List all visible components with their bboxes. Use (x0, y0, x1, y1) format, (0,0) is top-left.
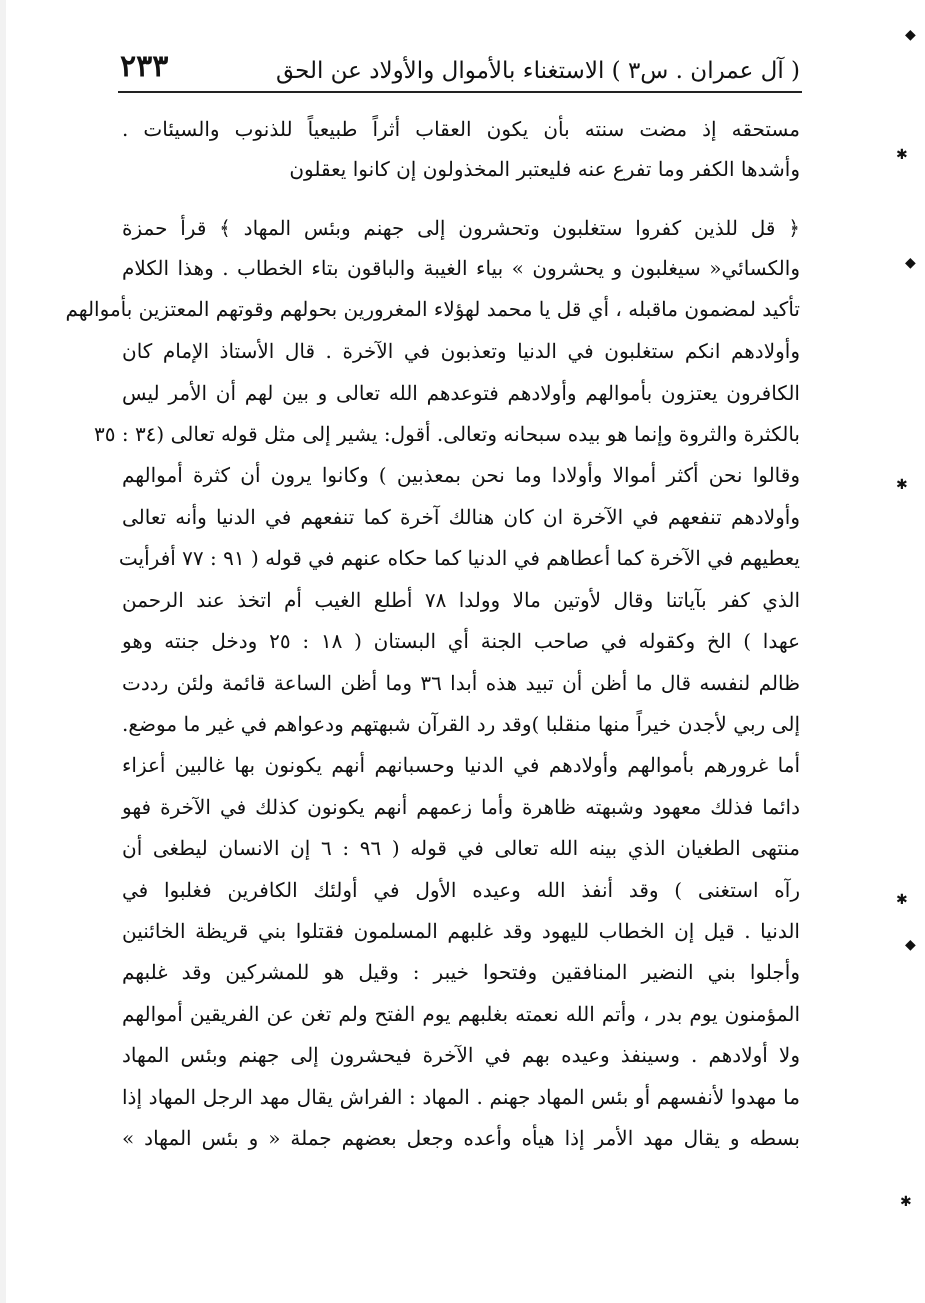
text-line: وأولادهم تنفعهم في الآخرة ان كان هنالك آخرة كما تنفعهم في الدنيا وأنه تعالى (122, 505, 800, 529)
text-line: ظالم لنفسه قال ما أظن أن تبيد هذه أبدا ٣٦ وما أظن الساعة قائمة ولئن رددت (122, 671, 800, 695)
scan-edge (0, 0, 6, 1303)
text-line: دائما فذلك معهود وشبهته ظاهرة وأما زعمهم أنهم يكونون كذلك في الآخرة فهو (122, 795, 800, 819)
text-line: وأولادهم انكم ستغلبون في الدنيا وتعذبون في الآخرة . قال الأستاذ الإمام كان (122, 339, 800, 363)
margin-mark-icon: ✱ (896, 892, 908, 908)
text-line: بسطه و يقال مهد الأمر إذا هيأه وأعده وجعل بعضهم جملة « و بئس المهاد » (122, 1126, 801, 1150)
text-line: مستحقه إذ مضت سنته بأن يكون العقاب أثراً طبيعياً للذنوب والسيئات . (122, 117, 800, 141)
running-header-title: ( آل عمران . س٣ ) الاستغناء بالأموال والأولاد عن الحق (275, 58, 800, 84)
text-line: الدنيا . قيل إن الخطاب لليهود وقد غلبهم المسلمون فقتلوا بني قريظة الخائنين (122, 919, 800, 943)
text-line: عهدا ) الخ وكقوله في صاحب الجنة أي البستان ( ١٨ : ٢٥ ودخل جنته وهو (122, 629, 801, 653)
text-line: ﴿ قل للذين كفروا ستغلبون وتحشرون إلى جهنم وبئس المهاد ﴾ قرأ حمزة (122, 216, 800, 240)
page-number: ٢٣٣ (120, 49, 169, 84)
text-line: بالكثرة والثروة وإنما هو بيده سبحانه وتعالى. أقول: يشير إلى مثل قوله تعالى (٣٤ : ٣٥ (94, 422, 800, 446)
header-rule (118, 91, 802, 93)
margin-mark-icon: ✱ (896, 477, 908, 493)
margin-mark-icon: ◆ (905, 937, 916, 953)
text-line: المؤمنون يوم بدر ، وأتم الله نعمته بغلبهم يوم الفتح ولم تغن عن الفريقين أموالهم (122, 1002, 800, 1026)
margin-mark-icon: ◆ (905, 255, 916, 271)
margin-mark-icon: ✱ (900, 1194, 912, 1210)
page-header (120, 42, 800, 84)
text-line: وقالوا نحن أكثر أموالا وأولادا وما نحن بمعذبين ) وكانوا يرون أن كثرة أموالهم (122, 463, 800, 487)
text-line: منتهى الطغيان الذي بينه الله تعالى في قوله ( ٩٦ : ٦ إن الانسان ليطغى أن (122, 836, 800, 860)
text-line: أما غرورهم بأموالهم وأولادهم في الدنيا وحسبانهم أنهم يكونون بها غالبين أعزاء (122, 753, 800, 777)
text-line: ولا أولادهم . وسينفذ وعيده بهم في الآخرة فيحشرون إلى جهنم وبئس المهاد (122, 1043, 800, 1067)
text-line: إلى ربي لأجدن خيراً منها منقلبا )وقد رد القرآن شبهتهم ودعواهم في غير ما موضع. (122, 712, 800, 736)
text-line: وأجلوا بني النضير المنافقين وفتحوا خيبر : وقيل هو للمشركين وقد غلبهم (122, 960, 800, 984)
text-line: وأشدها الكفر وما تفرع عنه فليعتبر المخذولون إن كانوا يعقلون (289, 157, 800, 181)
margin-mark-icon: ◆ (905, 27, 916, 43)
text-line: الذي كفر بآياتنا وقال لأوتين مالا وولدا ٧٨ أطلع الغيب أم اتخذ عند الرحمن (122, 588, 801, 612)
text-line: يعطيهم في الآخرة كما أعطاهم في الدنيا كما حكاه عنهم في قوله ( ٩١ : ٧٧ أفرأيت (118, 546, 800, 570)
text-line: الكافرون يعتزون بأموالهم وأولادهم فتوعدهم الله تعالى و بين لهم أن الأمر ليس (122, 381, 800, 405)
text-line: والكسائي« سيغلبون و يحشرون » بياء الغيبة والباقون بتاء الخطاب . وهذا الكلام (122, 256, 800, 280)
text-line: ما مهدوا لأنفسهم أو بئس المهاد جهنم . المهاد : الفراش يقال مهد الرجل المهاد إذا (122, 1085, 800, 1109)
margin-mark-icon: ✱ (896, 147, 908, 163)
text-line: رآه استغنى ) وقد أنفذ الله وعيده الأول في أولئك الكافرين فغلبوا في (122, 878, 800, 902)
text-line: تأكيد لمضمون ماقبله ، أي قل يا محمد لهؤلاء المغرورين بحولهم وقوتهم المعتزين بأموالهم (65, 297, 800, 321)
